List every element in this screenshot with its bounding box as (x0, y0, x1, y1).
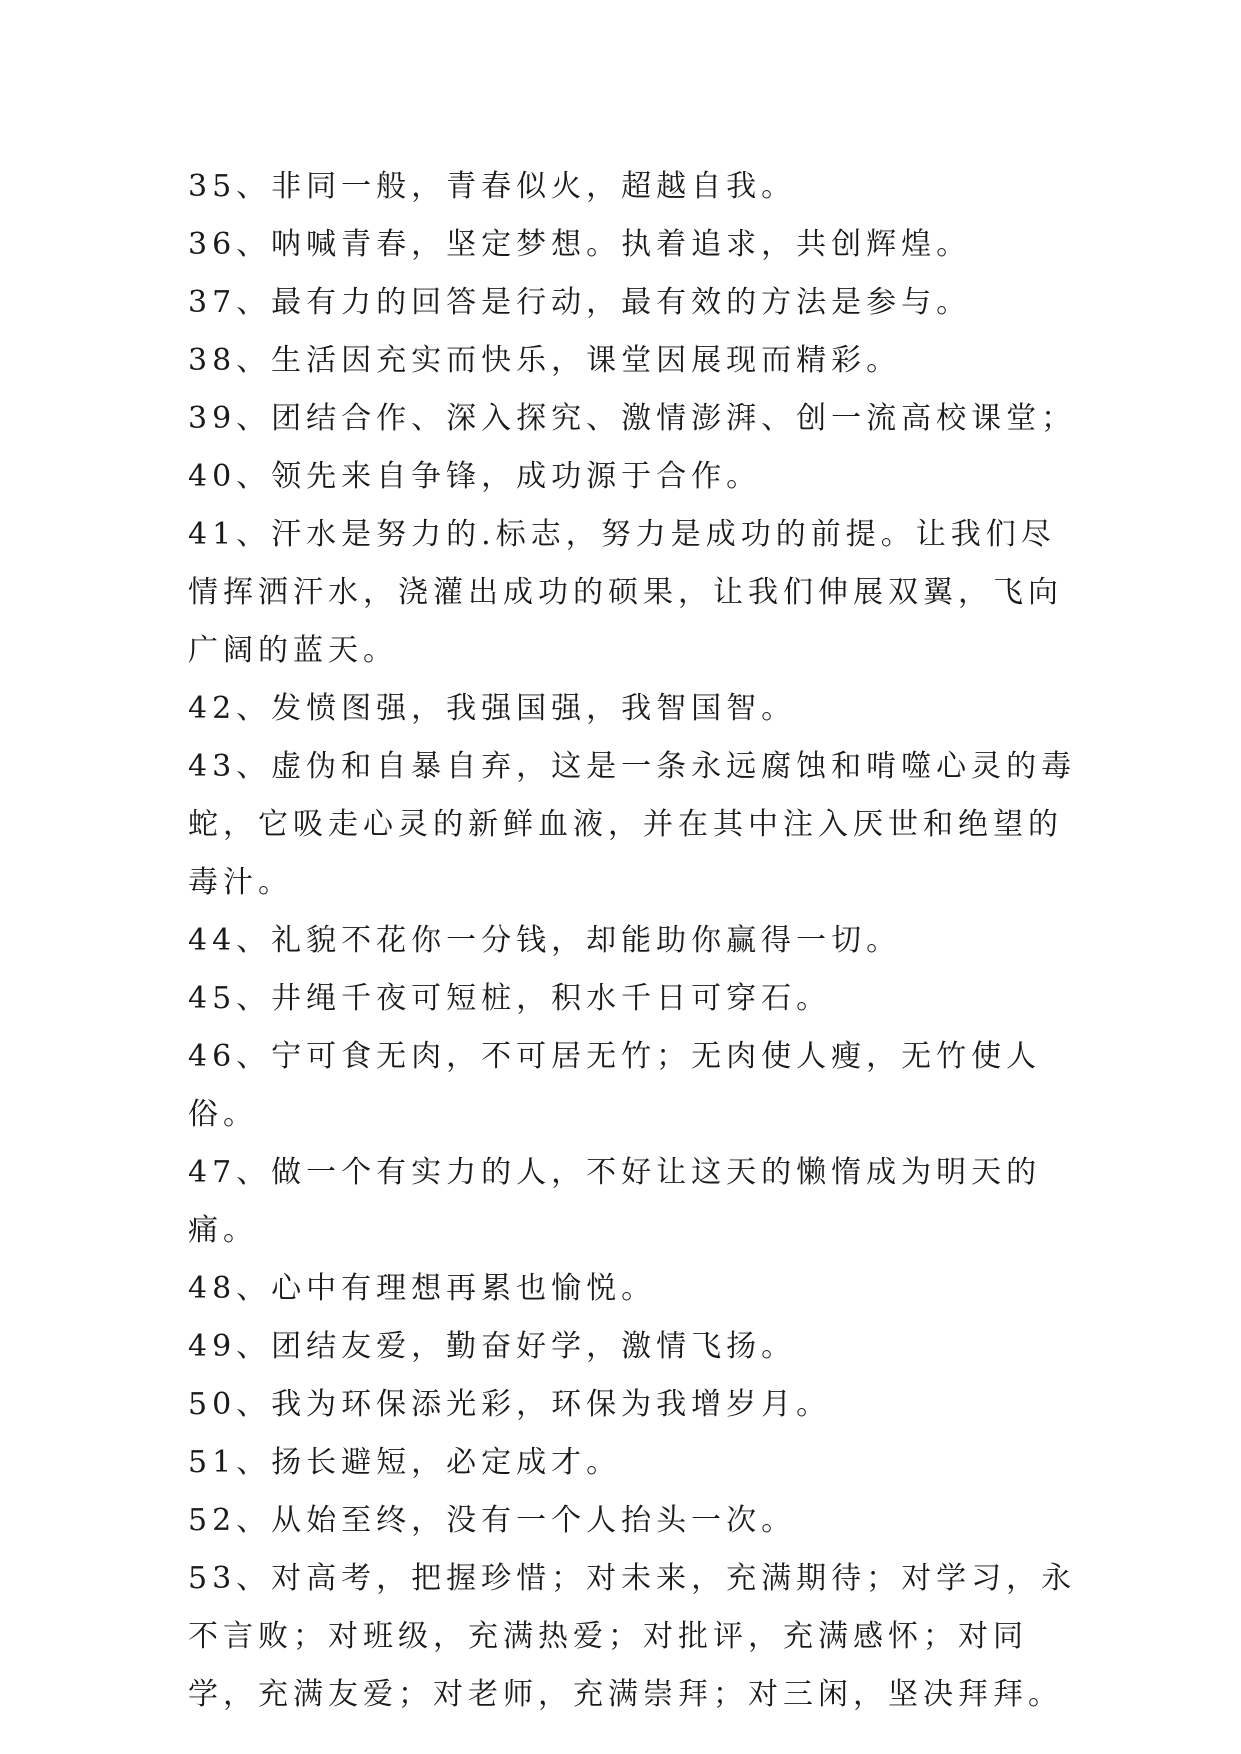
slogan-entry-35: 35、非同一般，青春似火，超越自我。 (188, 169, 797, 204)
slogan-entry-40: 40、领先来自争锋，成功源于合作。 (188, 459, 762, 494)
slogan-entry-53: 53、对高考，把握珍惜；对未来，充满期待；对学习，永不言败；对班级，充满热爱；对批评，充满感怀；对同学，充满友爱；对老师，充满崇拜；对三闲，坚决拜拜。 (188, 1561, 1077, 1712)
slogan-list (188, 158, 1088, 1724)
slogan-entry-50: 50、我为环保添光彩，环保为我增岁月。 (188, 1387, 832, 1422)
slogan-entry-37: 37、最有力的回答是行动，最有效的方法是参与。 (188, 285, 972, 320)
slogan-entry-47: 47、做一个有实力的人，不好让这天的懒惰成为明天的痛。 (188, 1155, 1042, 1248)
slogan-entry-44: 44、礼貌不花你一分钱，却能助你赢得一切。 (188, 923, 902, 958)
slogan-entry-42: 42、发愤图强，我强国强，我智国智。 (188, 691, 797, 726)
slogan-entry-36: 36、呐喊青春，坚定梦想。执着追求，共创辉煌。 (188, 227, 972, 262)
slogan-entry-48: 48、心中有理想再累也愉悦。 (188, 1271, 657, 1306)
slogan-entry-51: 51、扬长避短，必定成才。 (188, 1445, 622, 1480)
slogan-entry-43: 43、虚伪和自暴自弃，这是一条永远腐蚀和啃噬心灵的毒蛇，它吸走心灵的新鲜血液，并在其中注入厌世和绝望的毒汁。 (188, 749, 1077, 900)
slogan-entry-38: 38、生活因充实而快乐，课堂因展现而精彩。 (188, 343, 902, 378)
slogan-entry-45: 45、井绳千夜可短桩，积水千日可穿石。 (188, 981, 832, 1016)
slogan-entry-46: 46、宁可食无肉，不可居无竹；无肉使人瘦，无竹使人俗。 (188, 1039, 1042, 1132)
slogan-entry-49: 49、团结友爱，勤奋好学，激情飞扬。 (188, 1329, 797, 1364)
slogan-entry-39: 39、团结合作、深入探究、激情澎湃、创一流高校课堂； (188, 401, 1077, 436)
slogan-entry-41: 41、汗水是努力的.标志，努力是成功的前提。让我们尽情挥洒汗水，浇灌出成功的硕果，让我们伸展双翼，飞向广阔的蓝天。 (188, 517, 1063, 668)
slogan-entry-52: 52、从始至终，没有一个人抬头一次。 (188, 1503, 797, 1538)
